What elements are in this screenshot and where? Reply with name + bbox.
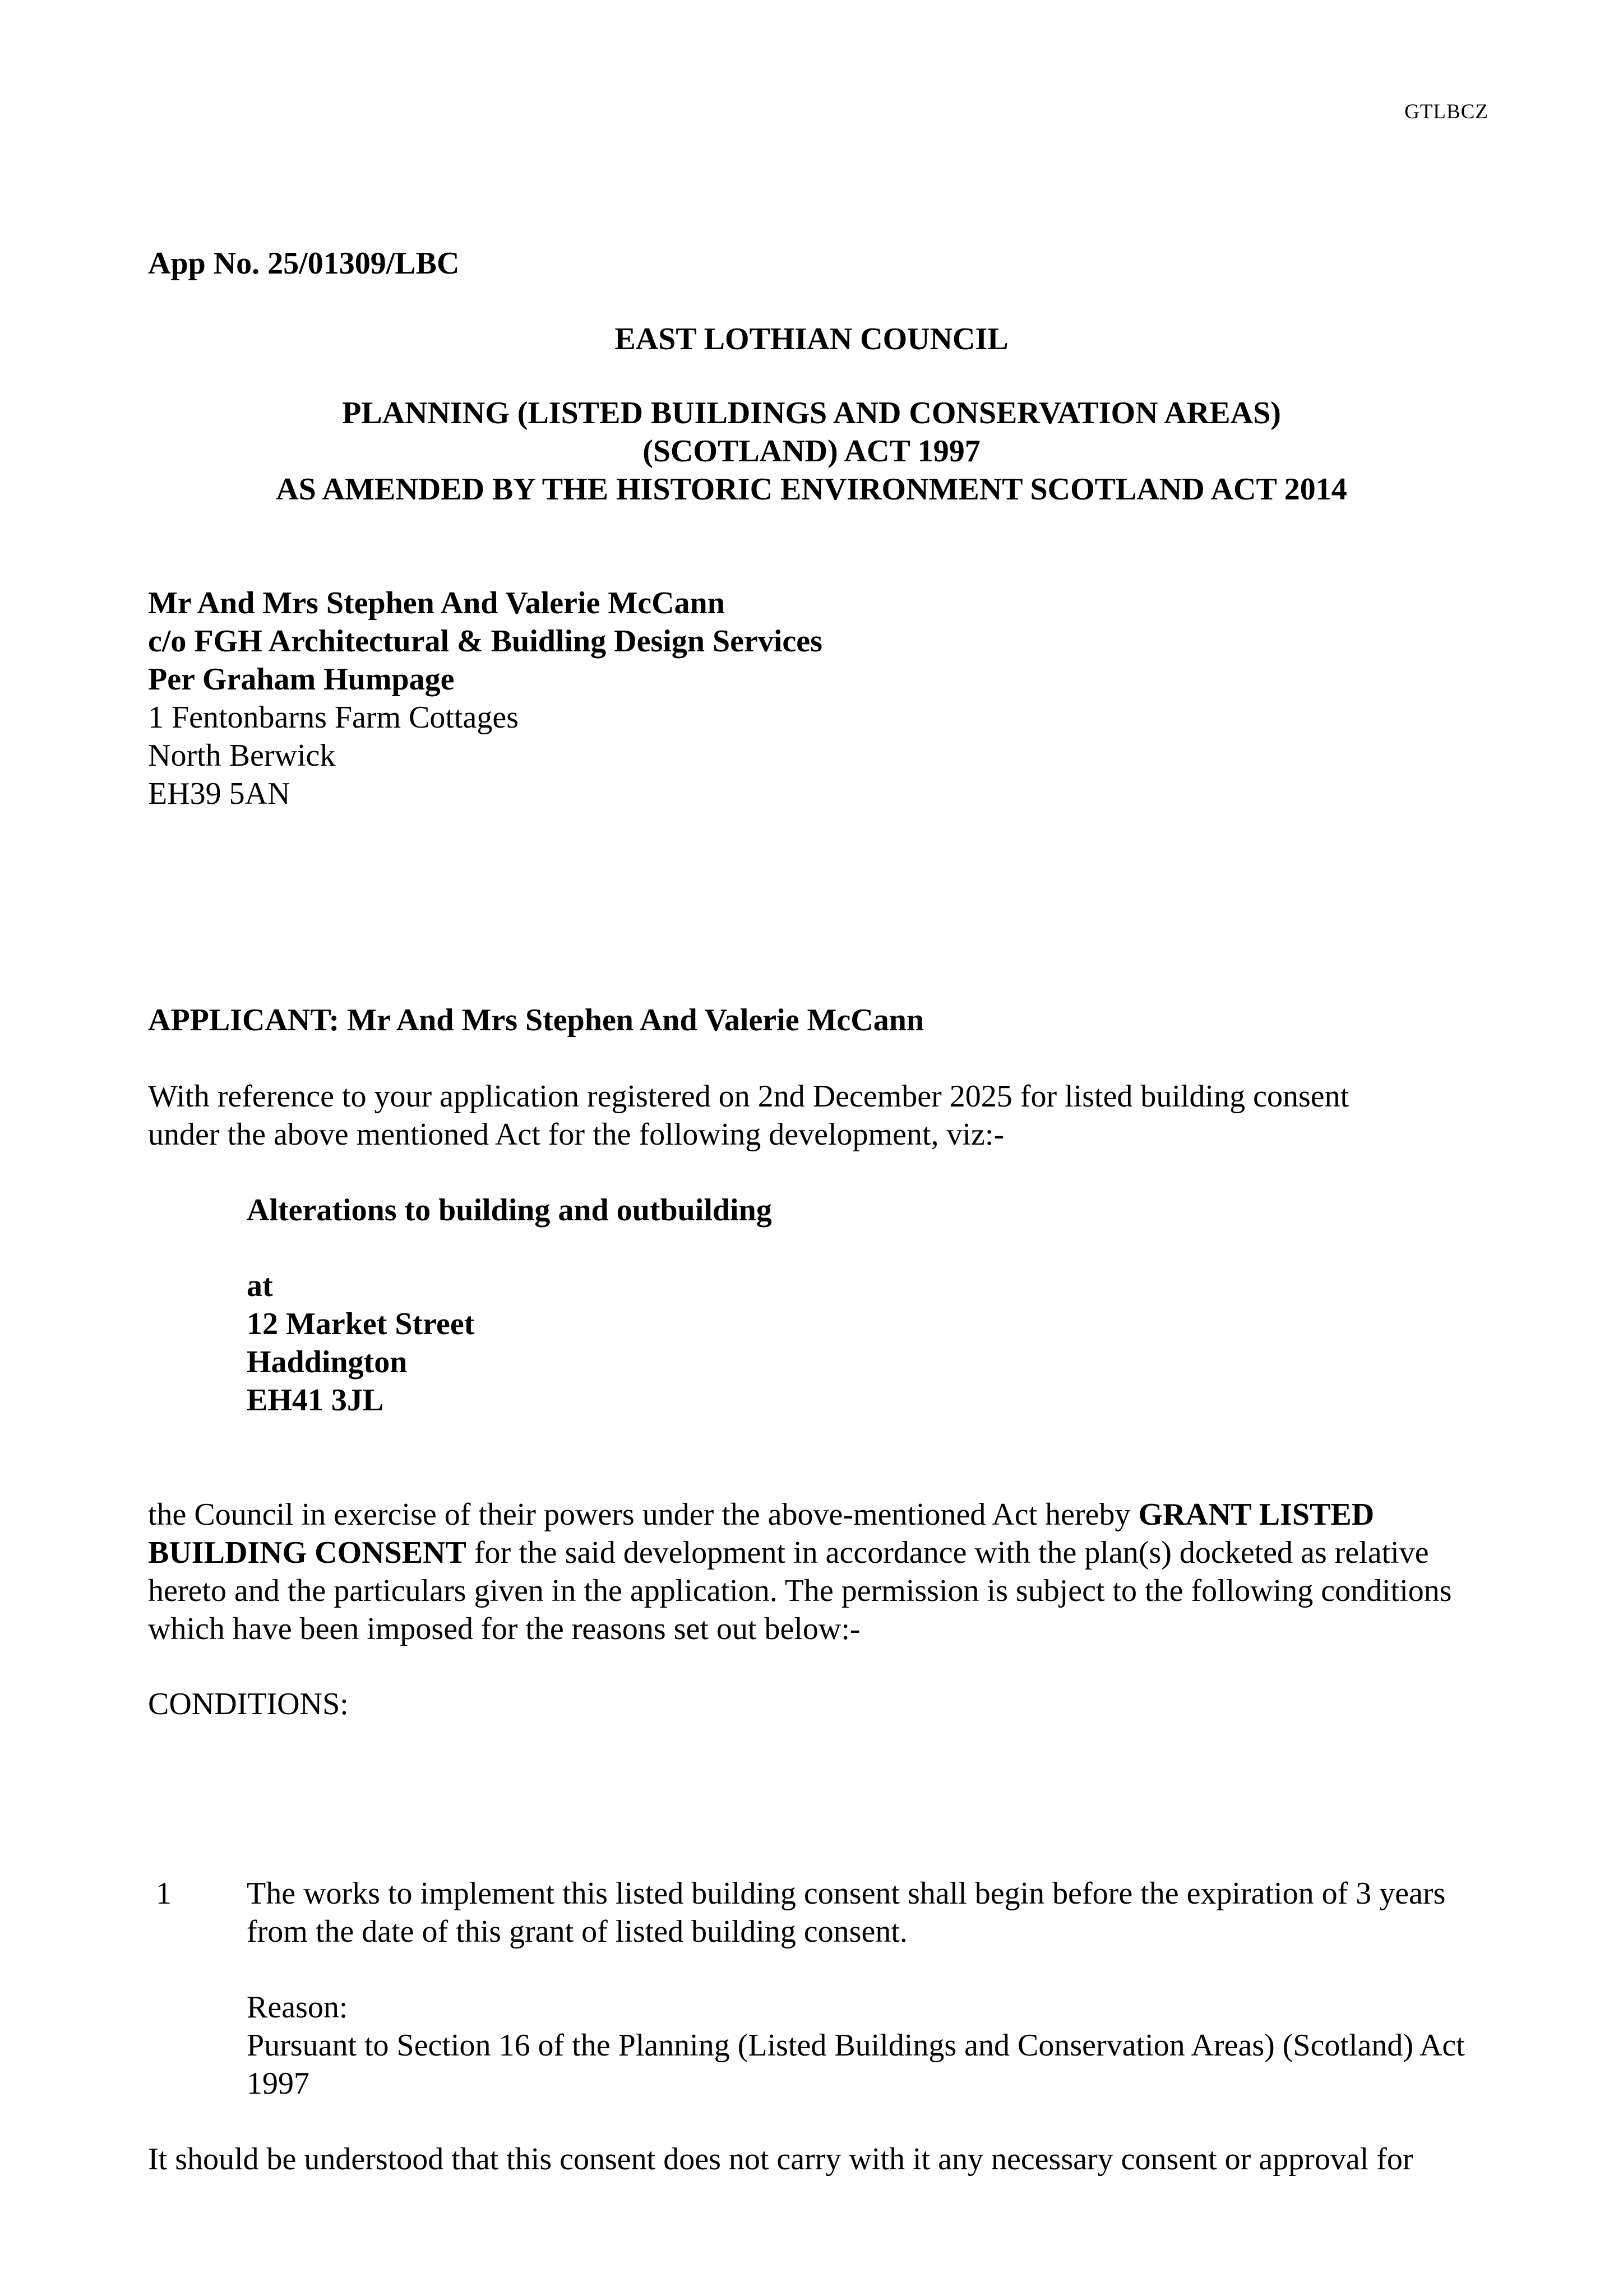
site-postcode: EH41 3JL [247,1383,384,1418]
reference-paragraph-line: under the above mentioned Act for the following development, viz:- [148,1117,1005,1152]
condition-reason-label: Reason: [247,1990,348,2025]
conditions-heading: CONDITIONS: [148,1687,349,1721]
recipient-agent: c/o FGH Architectural & Buidling Design Services [148,624,822,659]
condition-number: 1 [156,1876,172,1911]
reference-paragraph [148,1077,1349,1154]
grant-paragraph [148,1496,1505,1648]
act-title-line: PLANNING (LISTED BUILDINGS AND CONSERVATION AREAS) [342,396,1281,430]
council-name: EAST LOTHIAN COUNCIL [614,322,1009,357]
reference-paragraph-line: With reference to your application registered on 2nd December 2025 for listed building consent [148,1079,1349,1114]
recipient-name: Mr And Mrs Stephen And Valerie McCann [148,586,725,621]
development-description: Alterations to building and outbuilding [247,1193,772,1228]
act-title [0,394,1623,508]
grant-paragraph-terms: for the said development in accordance with the plan(s) docketed as relative hereto and the particulars given in the application. The permission is subject to the following conditions which have been imposed for the reasons set out below:- [148,1535,1452,1646]
recipient-postcode: EH39 5AN [148,776,290,811]
condition-reason-text: Pursuant to Section 16 of the Planning (Listed Buildings and Conservation Areas) (Scotland) Act 1997 [247,2028,1465,2101]
closing-line: It should be understood that this consent does not carry with it any necessary consent or approval for [148,2142,1413,2177]
recipient-contact: Per Graham Humpage [148,662,455,697]
grant-decision: GRANT LISTED BUILDING CONSENT [148,1497,1375,1570]
recipient-town: North Berwick [148,738,336,773]
condition-text: The works to implement this listed building consent shall begin before the expiration of 3 years from the date of this grant of listed building consent. [247,1876,1446,1949]
site-street: 12 Market Street [247,1307,475,1341]
recipient-street: 1 Fentonbarns Farm Cottages [148,700,519,735]
document-reference-code: GTLBCZ [1404,100,1488,123]
site-town: Haddington [247,1345,408,1380]
development-at: at [247,1269,273,1303]
act-title-line: (SCOTLAND) ACT 1997 [642,434,981,469]
recipient-address [148,584,822,813]
application-number: App No. 25/01309/LBC [148,246,460,281]
development-site [247,1267,474,1419]
act-title-line: AS AMENDED BY THE HISTORIC ENVIRONMENT SCOTLAND ACT 2014 [276,472,1347,507]
grant-paragraph-intro: the Council in exercise of their powers under the above-mentioned Act hereby [148,1497,1139,1532]
applicant-line: APPLICANT: Mr And Mrs Stephen And Valerie McCann [148,1003,924,1038]
